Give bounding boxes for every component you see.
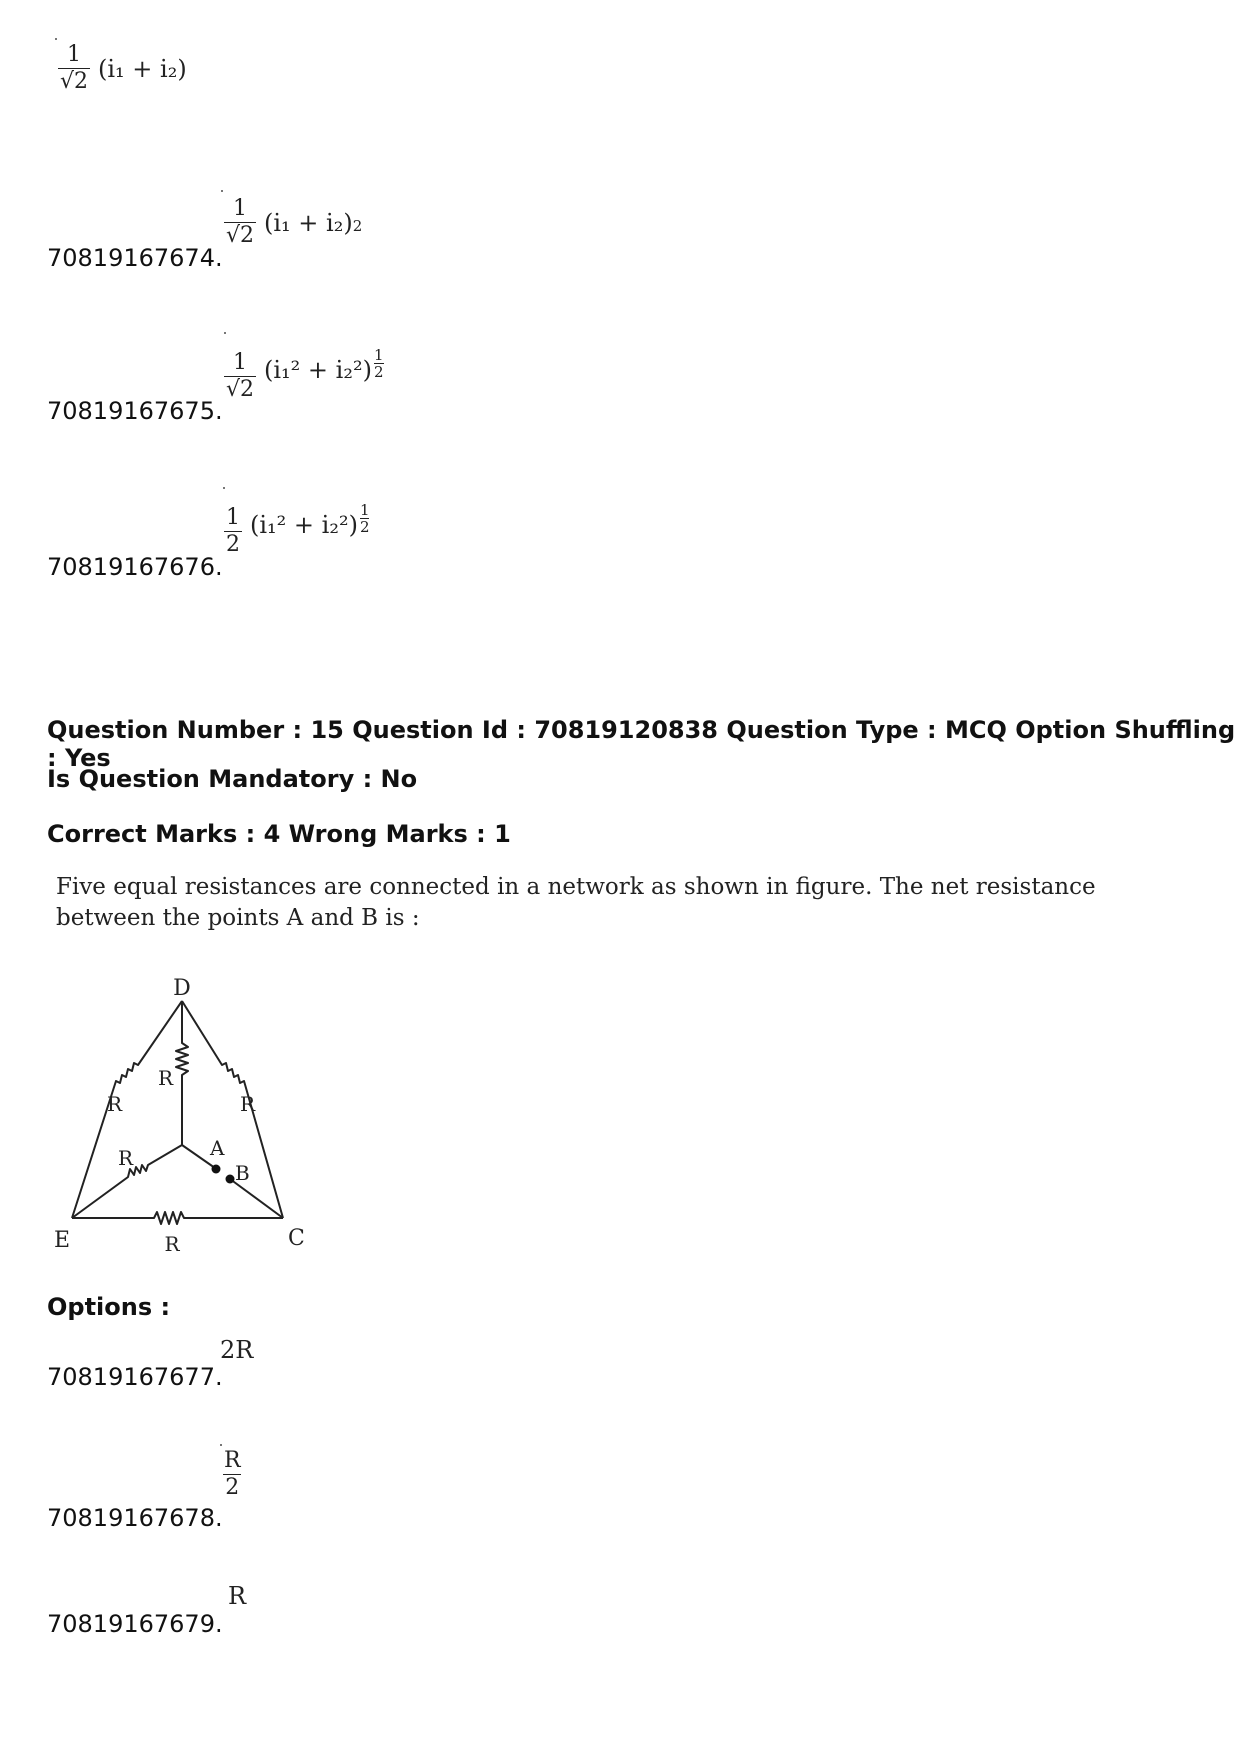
label-r-dc: R xyxy=(240,1092,256,1116)
resistor-ec xyxy=(72,1212,283,1224)
label-r-ec: R xyxy=(164,1232,180,1255)
point-b xyxy=(226,1175,235,1184)
label-r-de: R xyxy=(107,1092,123,1116)
options-label: Options : xyxy=(47,1293,171,1321)
resistor-network-figure xyxy=(50,965,320,1255)
option-id: 70819167675. xyxy=(47,397,223,425)
label-d: D xyxy=(173,976,191,1001)
option-value: $\frac{R}{2}$ xyxy=(224,1448,241,1500)
question-mandatory: Is Question Mandatory : No xyxy=(47,765,418,793)
expression-body: (i₁ + i₂) xyxy=(98,54,187,83)
question-marks: Correct Marks : 4 Wrong Marks : 1 xyxy=(47,820,511,848)
option-value: R xyxy=(228,1582,247,1610)
option-id: 70819167679. xyxy=(47,1610,223,1638)
fraction: $\frac{1}{√2}$ xyxy=(60,42,89,94)
prev-option-expression-top xyxy=(58,42,187,95)
label-a: A xyxy=(210,1136,225,1160)
question-header: Question Number : 15 Question Id : 70819120838 Question Type : MCQ Option Shuffling : Yes xyxy=(47,716,1236,772)
label-b: B xyxy=(235,1161,250,1185)
question-text: Five equal resistances are connected in a network as shown in figure. The net resistance between the points A and B is : xyxy=(56,874,1096,931)
option-value: 2R xyxy=(220,1336,254,1364)
resistor-dc xyxy=(182,1001,283,1218)
label-e: E xyxy=(54,1228,71,1253)
option-id: 70819167678. xyxy=(47,1504,223,1532)
resistor-d-center xyxy=(176,1001,188,1145)
label-r-e-center: R xyxy=(118,1146,134,1170)
option-expression: $\frac{1}{2}$ (i₁² + i₂²) $\frac{1}{2}$ xyxy=(226,500,370,557)
option-id: 70819167674. xyxy=(47,244,223,272)
point-a xyxy=(212,1165,221,1174)
option-id: 70819167676. xyxy=(47,553,223,581)
label-r-center: R xyxy=(158,1066,174,1090)
resistor-de xyxy=(72,1001,182,1218)
option-expression: $\frac{1}{√2}$ (i₁² + i₂²) $\frac{1}{2}$ xyxy=(226,345,384,402)
option-expression: $\frac{1}{√2}$ (i₁ + i₂) 2 xyxy=(226,196,363,248)
label-c: C xyxy=(288,1226,305,1251)
option-id: 70819167677. xyxy=(47,1363,223,1391)
